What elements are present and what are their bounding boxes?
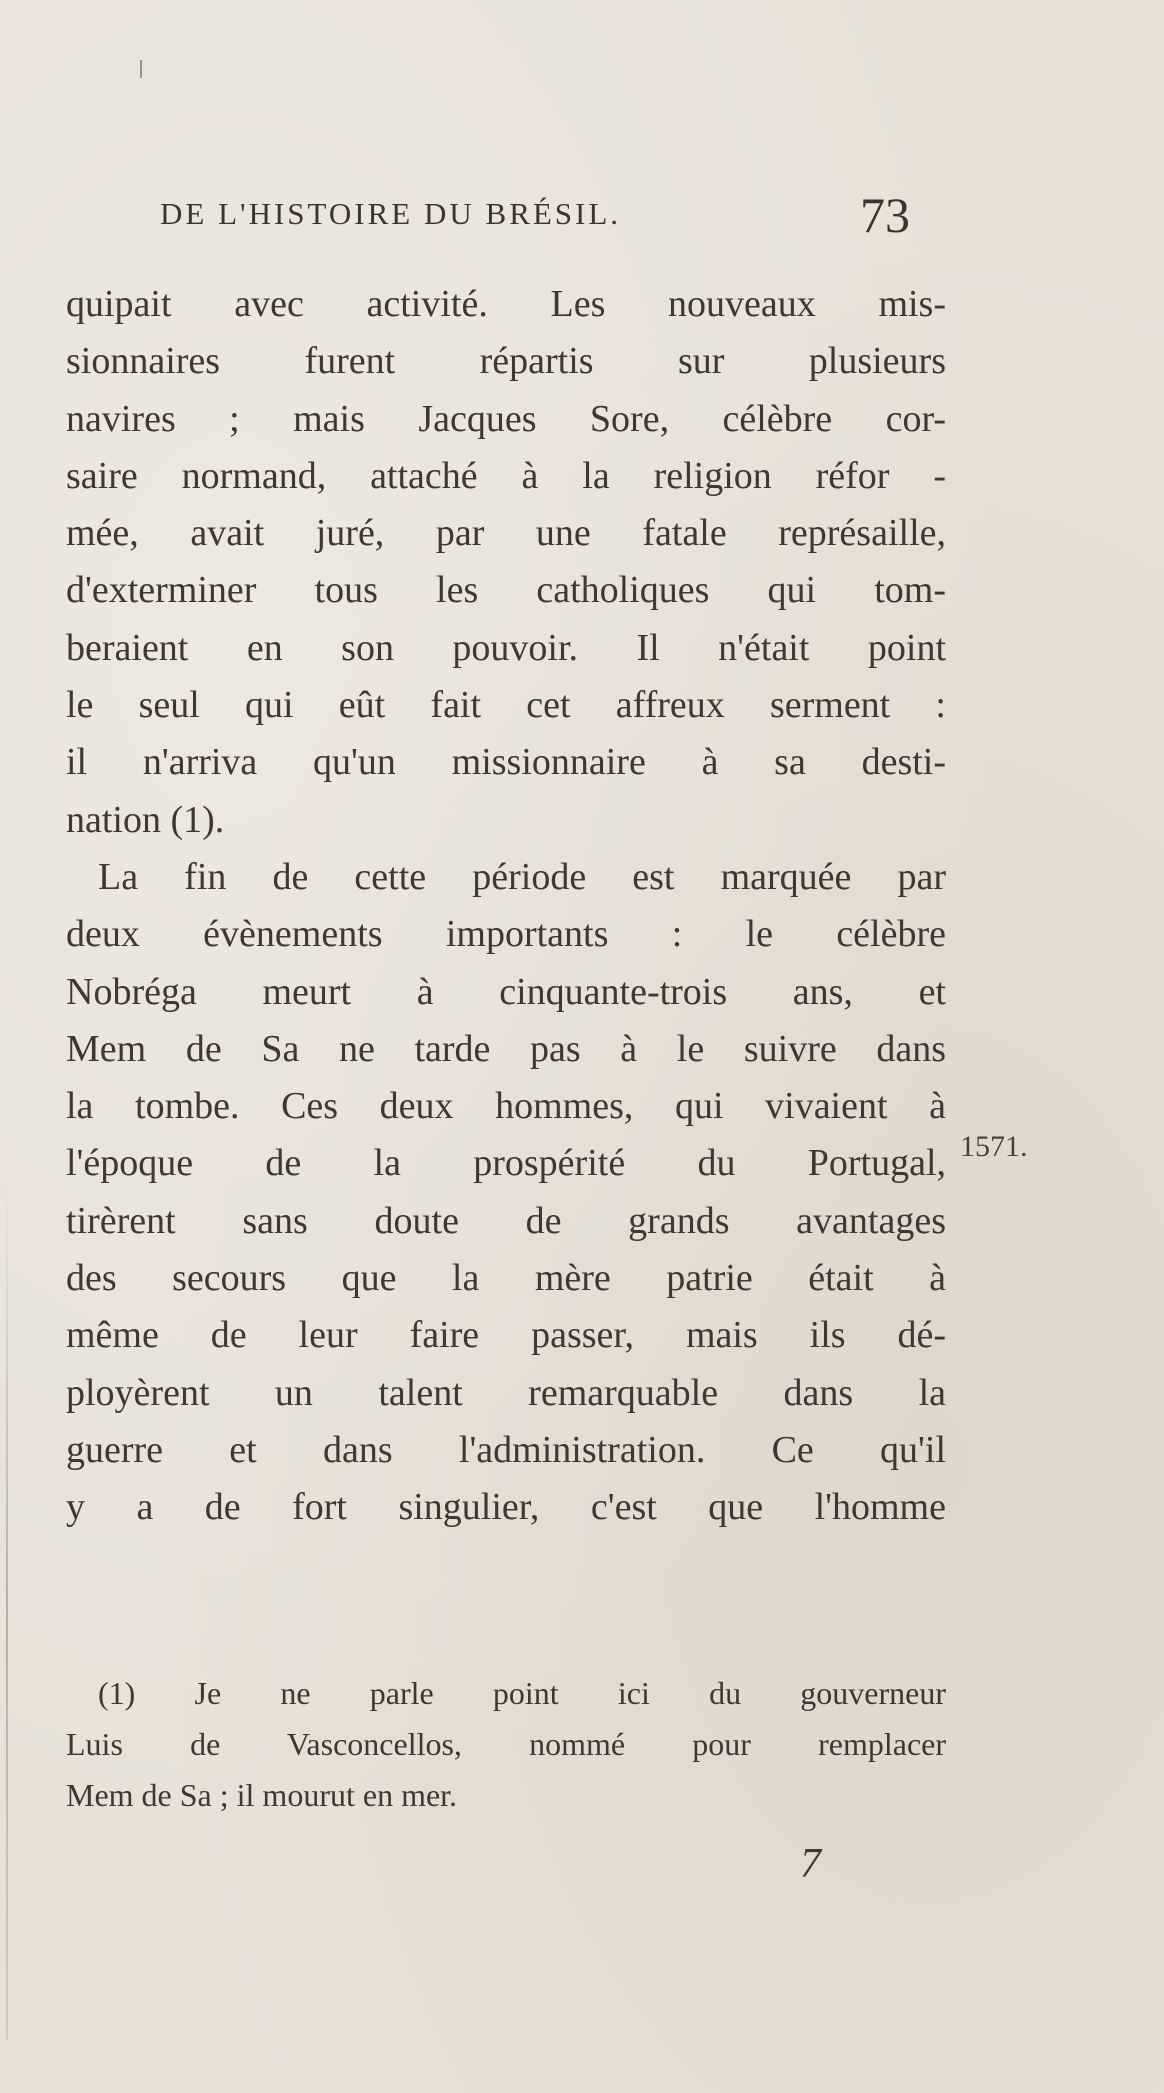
text-line: navires ; mais Jacques Sore, célèbre cor- [66,397,946,440]
running-head: DE L'HISTOIRE DU BRÉSIL. [160,196,622,231]
text-line: même de leur faire passer, mais ils dé- [66,1314,946,1357]
text-line: l'époque de la prospérité du Portugal, [66,1142,946,1185]
text-line: mée, avait juré, par une fatale représaille, [66,512,946,555]
footnote [66,1668,946,1821]
text-line: le seul qui eût fait cet affreux serment : [66,684,946,727]
text-line: guerre et dans l'administration. Ce qu'il [66,1428,946,1471]
text-line: y a de fort singulier, c'est que l'homme [66,1486,946,1529]
footnote-line: Luis de Vasconcellos, nommé pour remplacer [66,1726,946,1762]
text-line: nation (1). [66,798,225,841]
paper-mark [140,60,142,78]
text-line: quipait avec activité. Les nouveaux mis- [66,283,946,325]
text-line: Nobréga meurt à cinquante-trois ans, et [66,970,946,1013]
body-text [66,276,946,1537]
text-line: sionnaires furent répartis sur plusieurs [66,340,946,383]
text-line: saire normand, attaché à la religion réfor - [66,454,946,497]
footnote-line: Mem de Sa ; il mourut en mer. [66,1777,458,1813]
text-line: Mem de Sa ne tarde pas à le suivre dans [66,1027,946,1070]
text-line: tirèrent sans doute de grands avantages [66,1199,946,1242]
text-line: d'exterminer tous les catholiques qui tom- [66,569,946,612]
text-line: il n'arriva qu'un missionnaire à sa desti- [66,741,946,784]
text-line: beraient en son pouvoir. Il n'était point [66,626,946,669]
text-line: deux évènements importants : le célèbre [66,913,946,956]
page-number: 73 [860,187,910,243]
text-line: des secours que la mère patrie était à [66,1257,946,1300]
page-edge-shadow [6,1180,8,2040]
paragraph-start-line: La fin de cette période est marquée par [98,855,946,898]
margin-year-note: 1571. [960,1130,1028,1163]
text-line: la tombe. Ces deux hommes, qui vivaient à [66,1085,946,1128]
footnote-line: (1) Je ne parle point ici du gouverneur [98,1675,946,1711]
text-line: ployèrent un talent remarquable dans la [66,1371,946,1414]
signature-mark: 7 [800,1841,821,1887]
